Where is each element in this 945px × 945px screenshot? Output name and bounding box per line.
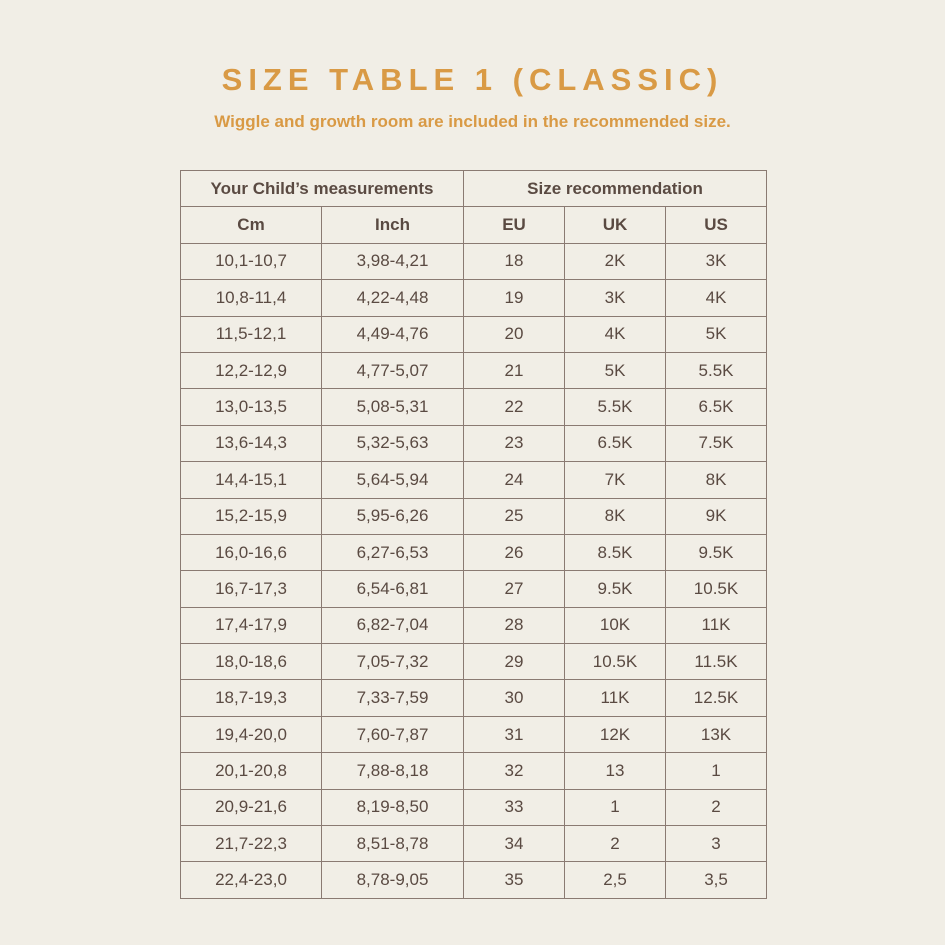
cell-inch: 7,05-7,32	[322, 644, 464, 680]
cell-us: 5K	[666, 316, 767, 352]
column-header-row	[181, 207, 767, 243]
cell-inch: 7,88-8,18	[322, 753, 464, 789]
cell-cm: 18,0-18,6	[181, 644, 322, 680]
cell-eu: 18	[464, 243, 565, 279]
group-header-measurements: Your Child’s measurements	[181, 171, 464, 207]
cell-inch: 6,82-7,04	[322, 607, 464, 643]
cell-uk: 5K	[565, 352, 666, 388]
table-row	[181, 243, 767, 279]
cell-inch: 6,54-6,81	[322, 571, 464, 607]
cell-us: 3	[666, 826, 767, 862]
cell-eu: 28	[464, 607, 565, 643]
table-row	[181, 316, 767, 352]
column-header-uk: UK	[565, 207, 666, 243]
cell-eu: 29	[464, 644, 565, 680]
table-row	[181, 644, 767, 680]
cell-inch: 5,08-5,31	[322, 389, 464, 425]
cell-cm: 14,4-15,1	[181, 462, 322, 498]
cell-cm: 16,7-17,3	[181, 571, 322, 607]
cell-cm: 19,4-20,0	[181, 716, 322, 752]
cell-uk: 12K	[565, 716, 666, 752]
cell-inch: 4,22-4,48	[322, 280, 464, 316]
cell-us: 2	[666, 789, 767, 825]
cell-uk: 6.5K	[565, 425, 666, 461]
cell-inch: 8,51-8,78	[322, 826, 464, 862]
size-table	[180, 170, 767, 899]
cell-uk: 3K	[565, 280, 666, 316]
table-row	[181, 534, 767, 570]
cell-inch: 5,64-5,94	[322, 462, 464, 498]
table-row	[181, 862, 767, 898]
cell-cm: 15,2-15,9	[181, 498, 322, 534]
cell-uk: 5.5K	[565, 389, 666, 425]
cell-us: 8K	[666, 462, 767, 498]
cell-uk: 2,5	[565, 862, 666, 898]
cell-uk: 10K	[565, 607, 666, 643]
cell-us: 3K	[666, 243, 767, 279]
cell-us: 13K	[666, 716, 767, 752]
table-row	[181, 607, 767, 643]
cell-eu: 26	[464, 534, 565, 570]
cell-cm: 10,8-11,4	[181, 280, 322, 316]
cell-uk: 8.5K	[565, 534, 666, 570]
cell-us: 5.5K	[666, 352, 767, 388]
cell-uk: 13	[565, 753, 666, 789]
cell-us: 11K	[666, 607, 767, 643]
cell-inch: 4,49-4,76	[322, 316, 464, 352]
cell-inch: 6,27-6,53	[322, 534, 464, 570]
cell-inch: 7,60-7,87	[322, 716, 464, 752]
cell-cm: 16,0-16,6	[181, 534, 322, 570]
cell-us: 1	[666, 753, 767, 789]
cell-us: 4K	[666, 280, 767, 316]
cell-inch: 5,32-5,63	[322, 425, 464, 461]
cell-cm: 18,7-19,3	[181, 680, 322, 716]
cell-eu: 19	[464, 280, 565, 316]
cell-cm: 20,9-21,6	[181, 789, 322, 825]
column-header-us: US	[666, 207, 767, 243]
cell-eu: 30	[464, 680, 565, 716]
table-row	[181, 425, 767, 461]
cell-us: 11.5K	[666, 644, 767, 680]
cell-eu: 23	[464, 425, 565, 461]
cell-eu: 35	[464, 862, 565, 898]
cell-eu: 31	[464, 716, 565, 752]
cell-uk: 1	[565, 789, 666, 825]
table-row	[181, 753, 767, 789]
cell-us: 7.5K	[666, 425, 767, 461]
table-row	[181, 571, 767, 607]
cell-eu: 21	[464, 352, 565, 388]
cell-uk: 2	[565, 826, 666, 862]
cell-uk: 9.5K	[565, 571, 666, 607]
cell-inch: 8,19-8,50	[322, 789, 464, 825]
column-header-eu: EU	[464, 207, 565, 243]
cell-us: 6.5K	[666, 389, 767, 425]
cell-us: 9K	[666, 498, 767, 534]
page-subtitle: Wiggle and growth room are included in the recommended size.	[214, 112, 731, 131]
page-title: SIZE TABLE 1 (CLASSIC)	[221, 62, 724, 97]
table-row	[181, 389, 767, 425]
cell-cm: 22,4-23,0	[181, 862, 322, 898]
cell-inch: 7,33-7,59	[322, 680, 464, 716]
cell-cm: 17,4-17,9	[181, 607, 322, 643]
cell-uk: 11K	[565, 680, 666, 716]
cell-inch: 4,77-5,07	[322, 352, 464, 388]
cell-uk: 2K	[565, 243, 666, 279]
cell-uk: 7K	[565, 462, 666, 498]
cell-inch: 5,95-6,26	[322, 498, 464, 534]
group-header-row	[181, 171, 767, 207]
table-body	[181, 243, 767, 898]
table-row	[181, 826, 767, 862]
cell-cm: 11,5-12,1	[181, 316, 322, 352]
cell-cm: 13,6-14,3	[181, 425, 322, 461]
column-header-cm: Cm	[181, 207, 322, 243]
cell-eu: 20	[464, 316, 565, 352]
cell-eu: 27	[464, 571, 565, 607]
cell-us: 10.5K	[666, 571, 767, 607]
table-row	[181, 280, 767, 316]
table-row	[181, 789, 767, 825]
column-header-inch: Inch	[322, 207, 464, 243]
cell-cm: 21,7-22,3	[181, 826, 322, 862]
cell-cm: 12,2-12,9	[181, 352, 322, 388]
cell-uk: 10.5K	[565, 644, 666, 680]
cell-inch: 3,98-4,21	[322, 243, 464, 279]
cell-cm: 10,1-10,7	[181, 243, 322, 279]
cell-eu: 34	[464, 826, 565, 862]
cell-uk: 8K	[565, 498, 666, 534]
table-row	[181, 716, 767, 752]
cell-cm: 20,1-20,8	[181, 753, 322, 789]
cell-cm: 13,0-13,5	[181, 389, 322, 425]
cell-eu: 25	[464, 498, 565, 534]
cell-uk: 4K	[565, 316, 666, 352]
table-row	[181, 462, 767, 498]
table-row	[181, 498, 767, 534]
table-row	[181, 352, 767, 388]
cell-eu: 32	[464, 753, 565, 789]
cell-eu: 24	[464, 462, 565, 498]
cell-inch: 8,78-9,05	[322, 862, 464, 898]
group-header-size-recommendation: Size recommendation	[464, 171, 767, 207]
cell-us: 9.5K	[666, 534, 767, 570]
cell-eu: 22	[464, 389, 565, 425]
table-row	[181, 680, 767, 716]
cell-us: 3,5	[666, 862, 767, 898]
cell-us: 12.5K	[666, 680, 767, 716]
cell-eu: 33	[464, 789, 565, 825]
